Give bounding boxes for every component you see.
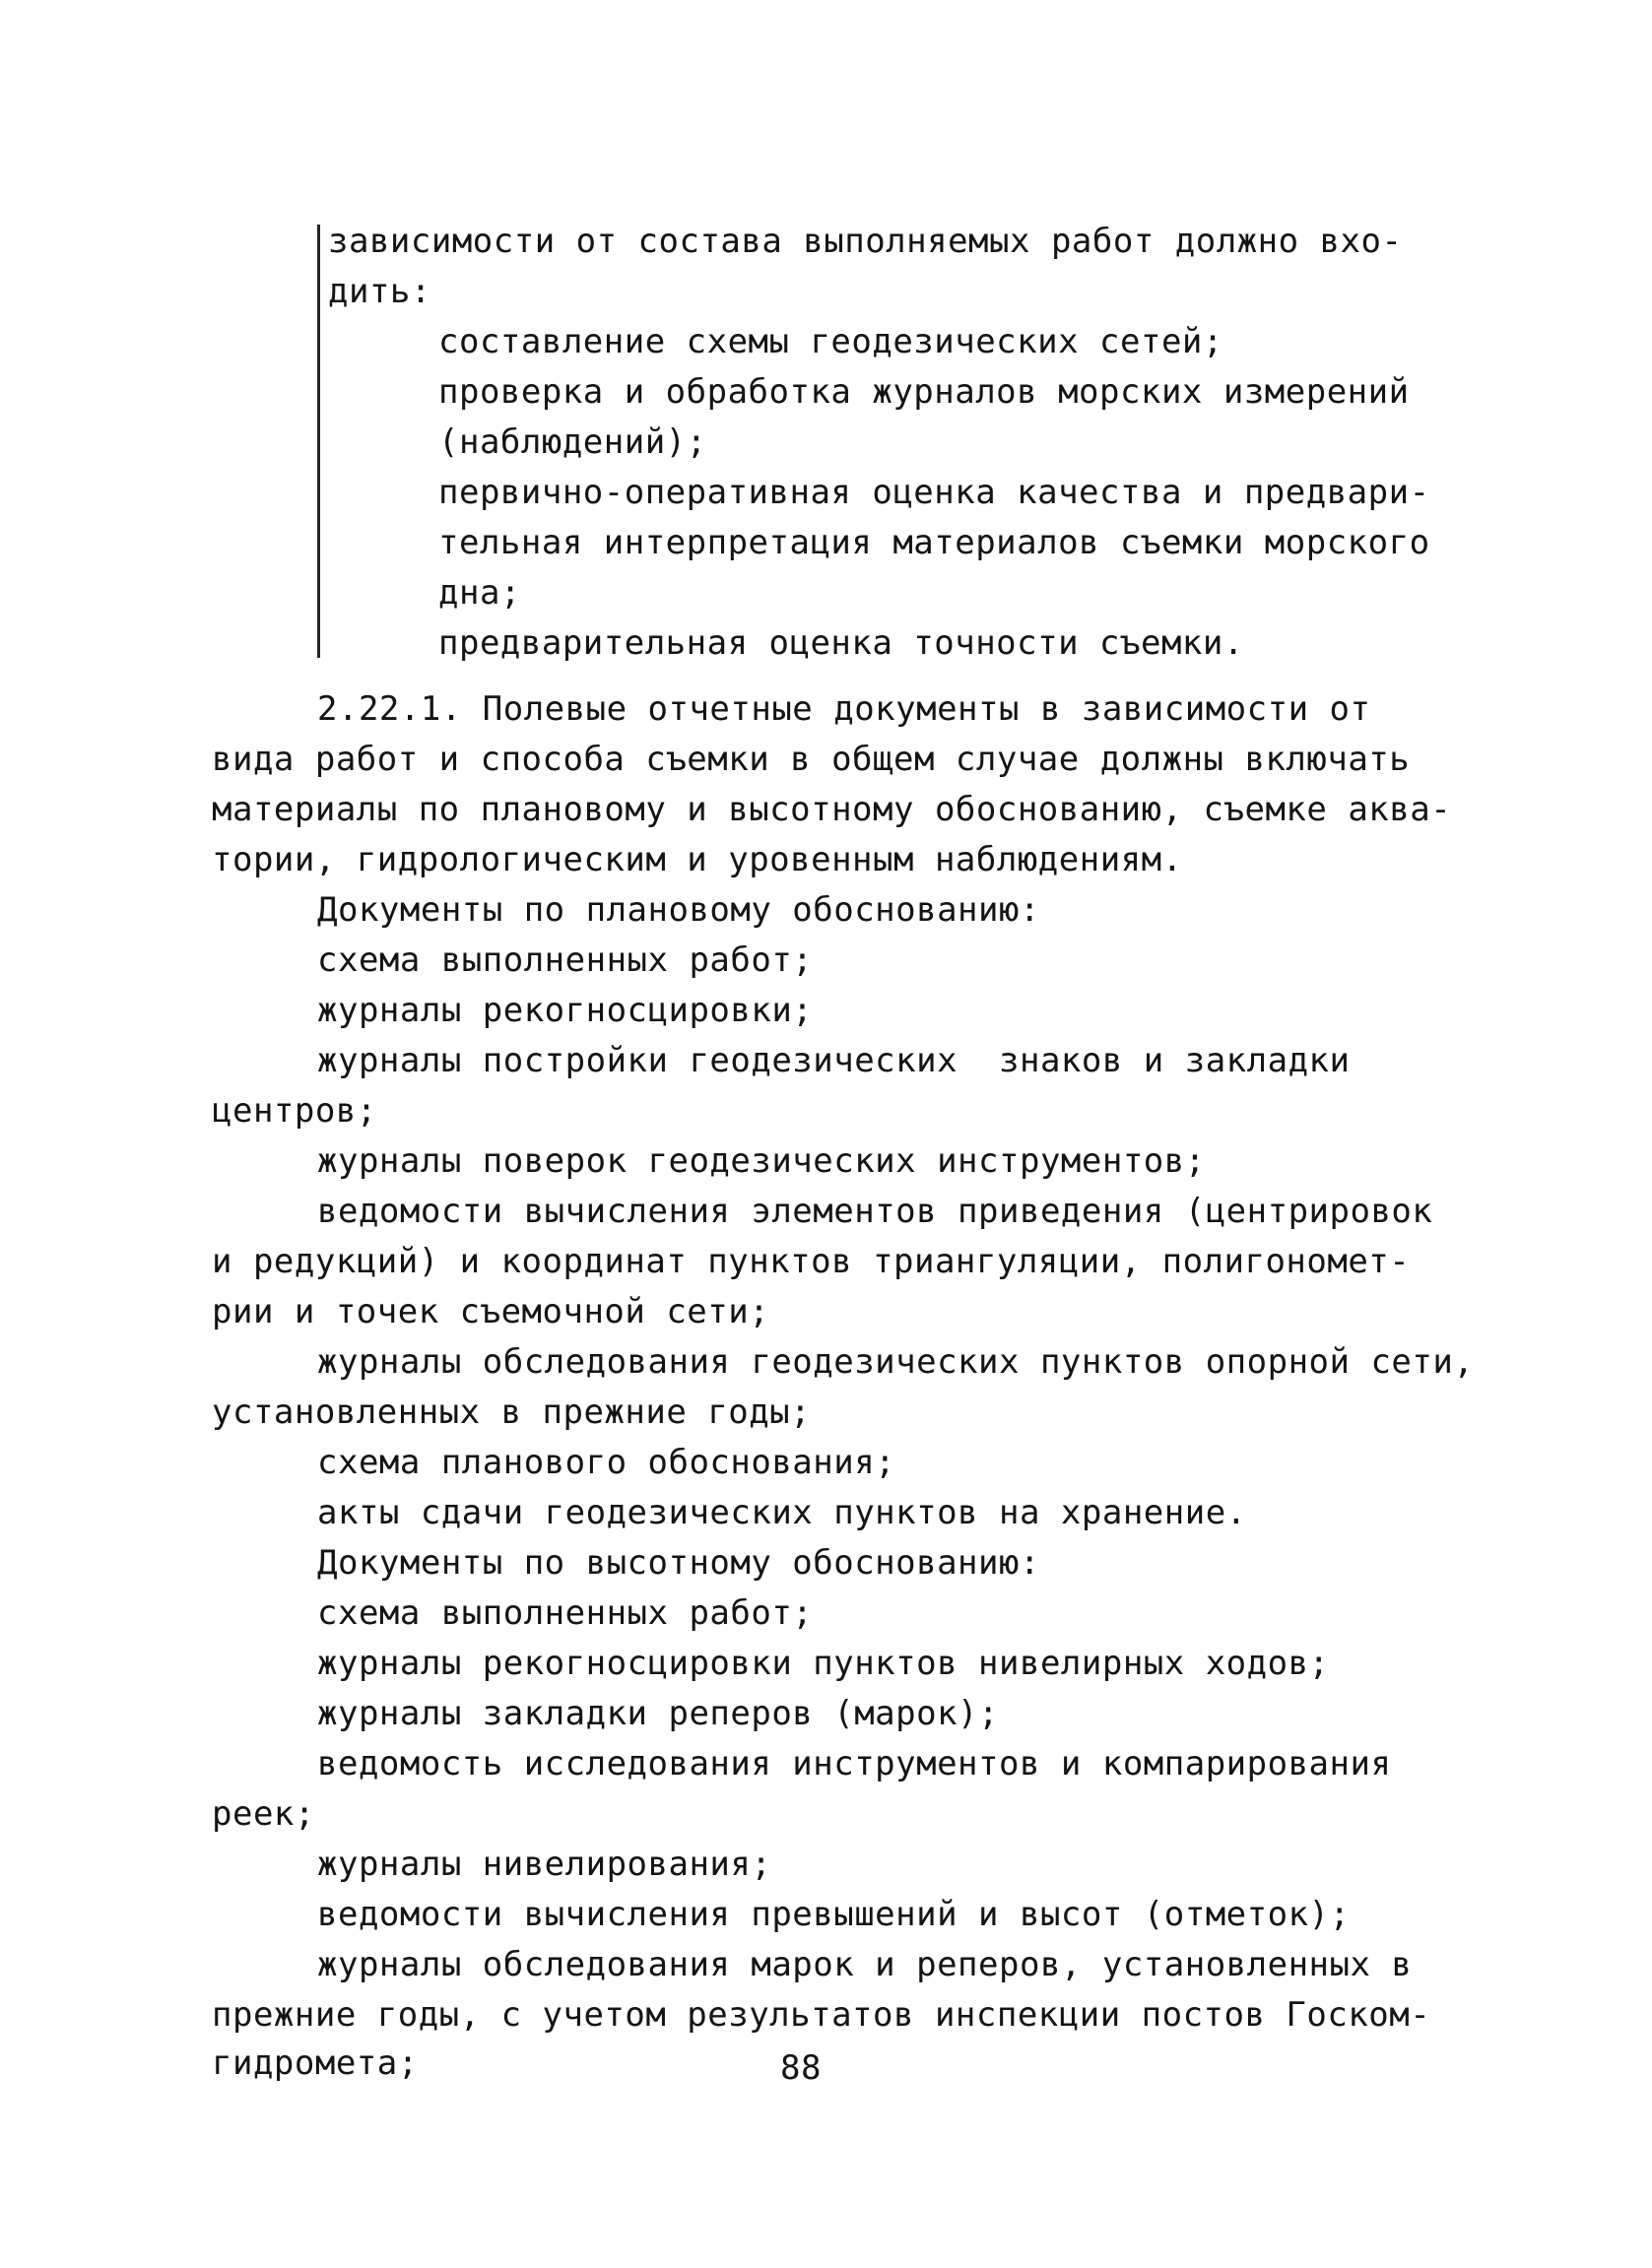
list-item: реек; bbox=[212, 1794, 315, 1834]
list-item: акты сдачи геодезических пунктов на хранение. bbox=[317, 1493, 1247, 1532]
list-item: журналы закладки реперов (марок); bbox=[317, 1694, 1000, 1733]
page-number: 88 bbox=[780, 2048, 822, 2088]
section-heading: Документы по плановому обоснованию: bbox=[317, 890, 1040, 930]
list-item: журналы постройки геодезических знаков и закладки bbox=[317, 1041, 1351, 1080]
section-heading: Документы по высотному обоснованию: bbox=[317, 1543, 1040, 1583]
list-item: журналы нивелирования; bbox=[317, 1845, 772, 1884]
text-line: зависимости от состава выполняемых работ должно вхо- bbox=[328, 222, 1403, 261]
list-item: составление схемы геодезических сетей; bbox=[438, 322, 1223, 361]
list-item: схема планового обоснования; bbox=[317, 1443, 896, 1482]
list-item: тельная интерпретация материалов съемки морского bbox=[438, 523, 1430, 562]
clause-line: 2.22.1. Полевые отчетные документы в зависимости от bbox=[317, 689, 1371, 729]
list-item: схема выполненных работ; bbox=[317, 1593, 814, 1633]
clause-line: материалы по плановому и высотному обоснованию, съемке аква- bbox=[212, 790, 1452, 829]
list-item: проверка и обработка журналов морских измерений bbox=[438, 372, 1410, 412]
list-item: схема выполненных работ; bbox=[317, 940, 814, 980]
list-item: (наблюдений); bbox=[438, 422, 707, 462]
list-item: ведомости вычисления элементов приведения (центрировок bbox=[317, 1192, 1433, 1231]
list-item: журналы обследования геодезических пунктов опорной сети, bbox=[317, 1342, 1475, 1382]
clause-line: вида работ и способа съемки в общем случае должны включать bbox=[212, 740, 1411, 779]
list-item: центров; bbox=[212, 1091, 377, 1131]
list-item: журналы рекогносцировки пунктов нивелирных ходов; bbox=[317, 1644, 1330, 1683]
list-item: и редукций) и координат пунктов триангуляции, полигономет- bbox=[212, 1242, 1411, 1281]
list-item: журналы поверок геодезических инструментов; bbox=[317, 1141, 1206, 1181]
list-item: дна; bbox=[438, 573, 521, 613]
list-item: журналы рекогносцировки; bbox=[317, 991, 814, 1030]
list-item: прежние годы, с учетом результатов инспекции постов Госком- bbox=[212, 1995, 1431, 2035]
list-item: ведомость исследования инструментов и компарирования bbox=[317, 1744, 1392, 1783]
list-item: гидромета; bbox=[212, 2043, 419, 2083]
list-item: журналы обследования марок и реперов, установленных в bbox=[317, 1945, 1413, 1984]
text-line: дить: bbox=[328, 272, 431, 311]
list-item: предварительная оценка точности съемки. bbox=[438, 623, 1244, 663]
list-item: установленных в прежние годы; bbox=[212, 1393, 812, 1432]
list-item: рии и точек съемочной сети; bbox=[212, 1292, 770, 1331]
list-item: первично-оперативная оценка качества и предвари- bbox=[438, 473, 1430, 512]
margin-change-bar bbox=[317, 225, 320, 658]
clause-line: тории, гидрологическим и уровенным наблюдениям. bbox=[212, 840, 1183, 879]
list-item: ведомости вычисления превышений и высот (отметок); bbox=[317, 1895, 1351, 1934]
